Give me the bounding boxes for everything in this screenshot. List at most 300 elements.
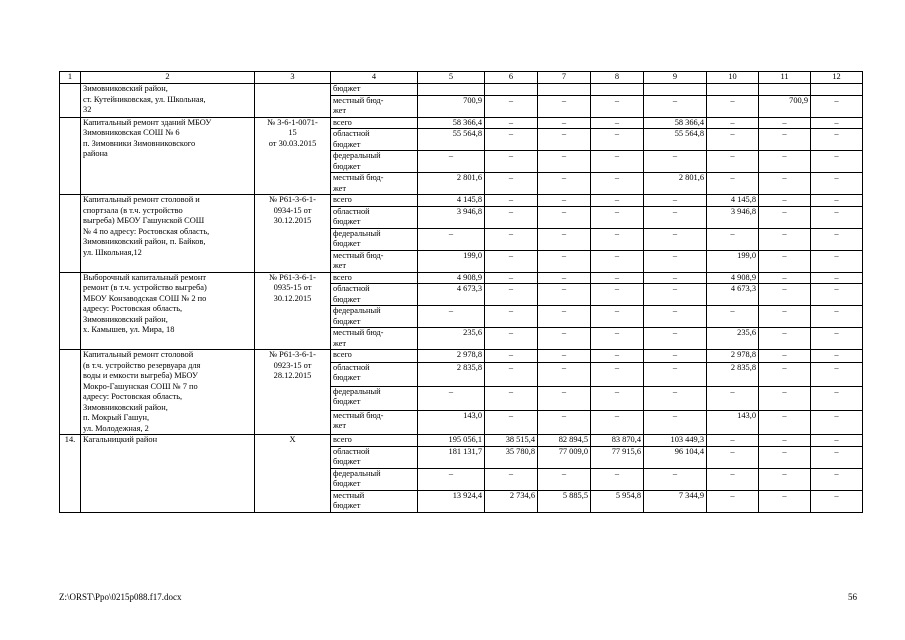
amount-cell: 83 870,4	[591, 435, 644, 447]
funding-source	[331, 84, 418, 96]
funding-source	[331, 272, 418, 284]
header-cell: 3	[255, 72, 331, 84]
text-line: Зимовниковский район, п. Байков,	[83, 237, 206, 246]
row-number	[60, 195, 81, 273]
text-line: № Р61-3-6-1-	[269, 272, 316, 282]
text-line: 15	[288, 128, 297, 137]
amount-cell: –	[538, 151, 591, 173]
text-line: бюджет	[333, 316, 361, 326]
amount-cell: –	[811, 386, 863, 410]
funding-source	[331, 435, 418, 447]
text-line: ст. Кутейниковская, ул. Школьная,	[83, 94, 206, 104]
text-line: от 30.03.2015	[268, 138, 317, 148]
amount-cell: 7 344,9	[644, 490, 707, 512]
amount-cell: –	[811, 272, 863, 284]
amount-cell: –	[644, 228, 707, 250]
amount-cell: 700,9	[418, 95, 485, 117]
amount-cell: –	[538, 173, 591, 195]
text-line: областной	[333, 284, 370, 293]
amount-cell: –	[759, 306, 811, 328]
amount-cell: –	[644, 151, 707, 173]
amount-cell: –	[811, 306, 863, 328]
amount-cell: 13 924,4	[418, 490, 485, 512]
amount-cell: –	[591, 117, 644, 129]
amount-cell: 58 366,4	[418, 117, 485, 129]
text-line: федеральный	[333, 228, 381, 238]
funding-source	[331, 129, 418, 151]
amount-cell: –	[538, 468, 591, 490]
amount-cell: –	[485, 410, 538, 434]
amount-cell: –	[707, 386, 759, 410]
amount-cell: –	[707, 117, 759, 129]
amount-cell: –	[811, 490, 863, 512]
amount-cell: 4 908,9	[707, 272, 759, 284]
amount-cell: 2 835,8	[418, 362, 485, 386]
amount-cell: –	[644, 250, 707, 272]
text-line: бюджет	[333, 501, 361, 510]
header-cell: 12	[811, 72, 863, 84]
amount-cell: 82 894,5	[538, 435, 591, 447]
amount-cell: –	[644, 306, 707, 328]
amount-cell: 2 978,8	[418, 350, 485, 363]
amount-cell: –	[644, 284, 707, 306]
amount-cell: –	[485, 151, 538, 173]
amount-cell: 103 449,3	[644, 435, 707, 447]
amount-cell: –	[418, 151, 485, 173]
amount-cell: –	[759, 362, 811, 386]
amount-cell: 5 954,8	[591, 490, 644, 512]
amount-cell: 199,0	[418, 250, 485, 272]
amount-cell: –	[485, 468, 538, 490]
text-line: Капитальный ремонт столовой	[83, 350, 194, 359]
text-line: бюджет	[333, 139, 361, 149]
funding-source	[331, 362, 418, 386]
text-line: местный бюд-	[333, 95, 384, 105]
amount-cell: –	[591, 151, 644, 173]
object-description	[81, 117, 255, 195]
amount-cell: –	[485, 386, 538, 410]
table-row	[60, 435, 863, 447]
amount-cell: –	[538, 117, 591, 129]
amount-cell: –	[759, 284, 811, 306]
funding-source	[331, 490, 418, 512]
amount-cell: –	[591, 206, 644, 228]
object-description	[81, 435, 255, 513]
text-line: Капитальный ремонт столовой и	[83, 195, 200, 204]
text-line: Мокро-Гашунская СОШ № 7 по	[83, 381, 198, 391]
amount-cell: –	[811, 250, 863, 272]
amount-cell: –	[707, 228, 759, 250]
text-line: ул. Школьная,12	[83, 247, 142, 257]
row-number: 14.	[60, 435, 81, 513]
text-line: 30.12.2015	[273, 216, 312, 225]
amount-cell: –	[591, 250, 644, 272]
text-line: 0934-15 от	[273, 205, 312, 215]
amount-cell: –	[485, 350, 538, 363]
amount-cell: –	[707, 306, 759, 328]
amount-cell: –	[485, 206, 538, 228]
amount-cell: –	[591, 95, 644, 117]
header-cell: 8	[591, 72, 644, 84]
text-line: бюджет	[333, 239, 361, 248]
amount-cell: –	[538, 350, 591, 363]
table-row	[60, 350, 863, 363]
amount-cell	[707, 84, 759, 96]
table-row	[60, 117, 863, 129]
text-line: бюджет	[333, 84, 361, 93]
table-row	[60, 84, 863, 96]
amount-cell: 2 734,6	[485, 490, 538, 512]
text-line: Выборочный капитальный ремонт	[83, 272, 206, 282]
amount-cell: –	[591, 195, 644, 207]
amount-cell: –	[644, 386, 707, 410]
header-cell: 7	[538, 72, 591, 84]
amount-cell: 3 946,8	[707, 206, 759, 228]
amount-cell: –	[591, 284, 644, 306]
amount-cell: –	[707, 490, 759, 512]
amount-cell: –	[591, 306, 644, 328]
funding-source	[331, 151, 418, 173]
amount-cell: –	[591, 328, 644, 350]
amount-cell: –	[485, 306, 538, 328]
amount-cell: 235,6	[418, 328, 485, 350]
text-line: Зимовниковский район,	[83, 402, 168, 412]
amount-cell: –	[811, 435, 863, 447]
amount-cell: –	[707, 468, 759, 490]
amount-cell: 4 908,9	[418, 272, 485, 284]
funding-source	[331, 328, 418, 350]
amount-cell: 4 145,8	[707, 195, 759, 207]
text-line: всего	[333, 435, 352, 444]
amount-cell: –	[591, 410, 644, 434]
text-line: Кагальницкий район	[83, 435, 158, 444]
funding-source	[331, 250, 418, 272]
amount-cell: –	[485, 117, 538, 129]
amount-cell: –	[707, 151, 759, 173]
header-cell: 1	[60, 72, 81, 84]
amount-cell: –	[707, 173, 759, 195]
text-line: федеральный	[333, 386, 381, 396]
amount-cell: 2 801,6	[644, 173, 707, 195]
text-line: района	[83, 149, 108, 158]
amount-cell	[759, 84, 811, 96]
amount-cell: 58 366,4	[644, 117, 707, 129]
amount-cell: –	[759, 173, 811, 195]
amount-cell: 199,0	[707, 250, 759, 272]
row-number	[60, 117, 81, 195]
header-row	[60, 72, 863, 84]
amount-cell: –	[538, 206, 591, 228]
table-row	[60, 272, 863, 284]
text-line: Зимовниковский район,	[83, 314, 168, 324]
amount-cell: –	[759, 350, 811, 363]
text-line: федеральный	[333, 306, 381, 315]
amount-cell: 5 885,5	[538, 490, 591, 512]
row-number	[60, 84, 81, 118]
amount-cell	[485, 84, 538, 96]
text-line: х. Камышев, ул. Мира, 18	[83, 325, 175, 334]
document-reference	[255, 435, 331, 513]
amount-cell: –	[759, 151, 811, 173]
amount-cell: –	[591, 362, 644, 386]
amount-cell: –	[538, 95, 591, 117]
amount-cell: –	[759, 435, 811, 447]
amount-cell: –	[811, 151, 863, 173]
text-line: Зимовниковская СОШ № 6	[83, 128, 180, 137]
text-line: МБОУ Конзаводская СОШ № 2 по	[83, 293, 207, 303]
text-line: ул. Молодежная, 2	[83, 423, 149, 433]
text-line: местный бюд-	[333, 328, 384, 337]
text-line: 0935-15 от	[273, 283, 312, 292]
amount-cell: 4 673,3	[707, 284, 759, 306]
amount-cell: –	[538, 272, 591, 284]
footer-file-path: Z:\ORST\Ppo\0215p088.f17.docx	[59, 592, 182, 602]
text-line: жет	[333, 338, 347, 348]
amount-cell: –	[759, 410, 811, 434]
text-line: федеральный	[333, 468, 381, 478]
amount-cell: –	[538, 250, 591, 272]
text-line: п. Мокрый Гашун,	[83, 413, 150, 422]
amount-cell: –	[759, 206, 811, 228]
amount-cell: 143,0	[418, 410, 485, 434]
text-line: федеральный	[333, 151, 381, 160]
amount-cell: 235,6	[707, 328, 759, 350]
amount-cell: –	[759, 328, 811, 350]
header-cell: 5	[418, 72, 485, 84]
amount-cell: –	[759, 272, 811, 284]
text-line: бюджет	[333, 397, 361, 407]
amount-cell	[591, 84, 644, 96]
amount-cell: 2 835,8	[707, 362, 759, 386]
amount-cell: –	[811, 228, 863, 250]
funding-source	[331, 206, 418, 228]
text-line: выгреба) МБОУ Гашунской СОШ	[83, 216, 205, 225]
header-cell: 2	[81, 72, 255, 84]
amount-cell: –	[811, 129, 863, 151]
amount-cell: –	[759, 195, 811, 207]
funding-source	[331, 410, 418, 434]
amount-cell: –	[485, 95, 538, 117]
page-number: 56	[848, 592, 857, 602]
funding-source	[331, 350, 418, 363]
amount-cell: 3 946,8	[418, 206, 485, 228]
amount-cell: –	[759, 490, 811, 512]
amount-cell: –	[811, 195, 863, 207]
amount-cell: –	[591, 129, 644, 151]
text-line: местный бюд-	[333, 173, 384, 182]
amount-cell: –	[759, 228, 811, 250]
amount-cell: 4 145,8	[418, 195, 485, 207]
amount-cell: –	[485, 173, 538, 195]
amount-cell: 181 131,7	[418, 446, 485, 468]
amount-cell: –	[811, 362, 863, 386]
text-line: Капитальный ремонт зданий МБОУ	[83, 117, 212, 127]
table-row	[60, 195, 863, 207]
amount-cell: –	[591, 228, 644, 250]
text-line: жет	[333, 183, 347, 193]
text-line: всего	[333, 350, 352, 359]
text-line: всего	[333, 117, 352, 127]
text-line: ремонт (в т.ч. устройство выгреба)	[83, 283, 207, 292]
amount-cell: –	[759, 250, 811, 272]
amount-cell: –	[485, 328, 538, 350]
amount-cell: 35 780,8	[485, 446, 538, 468]
amount-cell: –	[811, 350, 863, 363]
text-line: 32	[83, 105, 92, 114]
amount-cell: –	[644, 362, 707, 386]
amount-cell: –	[538, 195, 591, 207]
amount-cell: –	[644, 195, 707, 207]
funding-source	[331, 173, 418, 195]
amount-cell: 2 801,6	[418, 173, 485, 195]
funding-source	[331, 117, 418, 129]
amount-cell: 143,0	[707, 410, 759, 434]
document-reference	[255, 272, 331, 350]
text-line: п. Зимовники Зимовниковского	[83, 138, 196, 148]
budget-table	[59, 71, 863, 513]
text-line: жет	[333, 106, 347, 115]
amount-cell: –	[811, 328, 863, 350]
amount-cell: –	[759, 129, 811, 151]
document-reference	[255, 350, 331, 435]
amount-cell: –	[644, 350, 707, 363]
amount-cell: –	[538, 129, 591, 151]
text-line: № 4 по адресу: Ростовская область,	[83, 226, 210, 236]
text-line: местный бюд-	[333, 250, 384, 260]
object-description	[81, 350, 255, 435]
amount-cell: 55 564,8	[644, 129, 707, 151]
amount-cell: –	[485, 129, 538, 151]
text-line: адресу: Ростовская область,	[83, 304, 183, 313]
amount-cell: 55 564,8	[418, 129, 485, 151]
amount-cell: –	[591, 173, 644, 195]
amount-cell: –	[811, 446, 863, 468]
text-line: 28.12.2015	[273, 371, 312, 380]
funding-source	[331, 284, 418, 306]
amount-cell: –	[591, 386, 644, 410]
amount-cell: –	[538, 362, 591, 386]
text-line: 0923-15 от	[273, 360, 312, 370]
amount-cell: –	[485, 284, 538, 306]
amount-cell: –	[759, 117, 811, 129]
amount-cell: 77 009,0	[538, 446, 591, 468]
amount-cell: –	[707, 435, 759, 447]
amount-cell: –	[811, 117, 863, 129]
text-line: бюджет	[333, 479, 361, 488]
amount-cell: –	[591, 468, 644, 490]
text-line: № Р61-3-6-1-	[269, 195, 316, 204]
amount-cell: 38 515,4	[485, 435, 538, 447]
text-line: бюджет	[333, 457, 361, 466]
amount-cell: –	[485, 250, 538, 272]
object-description	[81, 84, 255, 118]
amount-cell: –	[538, 284, 591, 306]
amount-cell: 700,9	[759, 95, 811, 117]
amount-cell: 4 673,3	[418, 284, 485, 306]
text-line: всего	[333, 272, 352, 282]
text-line: Х	[289, 435, 296, 444]
header-cell: 9	[644, 72, 707, 84]
text-line: № Р61-3-6-1-	[269, 350, 316, 359]
text-line: бюджет	[333, 373, 361, 383]
text-line: бюджет	[333, 294, 361, 304]
amount-cell: –	[485, 195, 538, 207]
amount-cell: –	[644, 328, 707, 350]
amount-cell: –	[591, 350, 644, 363]
amount-cell: –	[759, 386, 811, 410]
amount-cell	[538, 84, 591, 96]
row-number	[60, 350, 81, 435]
amount-cell: –	[418, 468, 485, 490]
amount-cell: –	[707, 129, 759, 151]
funding-source	[331, 95, 418, 117]
amount-cell: –	[538, 306, 591, 328]
amount-cell: 96 104,4	[644, 446, 707, 468]
text-line: всего	[333, 195, 352, 204]
amount-cell: –	[811, 410, 863, 434]
amount-cell: –	[644, 410, 707, 434]
document-reference	[255, 117, 331, 195]
text-line: областной	[333, 362, 370, 372]
text-line: бюджет	[333, 217, 361, 226]
header-cell: 4	[331, 72, 418, 84]
amount-cell: –	[644, 206, 707, 228]
funding-source	[331, 195, 418, 207]
text-line: 30.12.2015	[273, 293, 312, 303]
funding-source	[331, 306, 418, 328]
text-line: спортзала (в т.ч. устройство	[83, 205, 183, 215]
text-line: областной	[333, 206, 370, 216]
text-line: областной	[333, 129, 370, 138]
text-line: областной	[333, 446, 370, 456]
amount-cell: –	[591, 272, 644, 284]
amount-cell: –	[418, 306, 485, 328]
amount-cell: –	[485, 228, 538, 250]
amount-cell: –	[644, 95, 707, 117]
row-number	[60, 272, 81, 350]
amount-cell	[811, 84, 863, 96]
text-line: местный	[333, 490, 365, 500]
amount-cell: 2 978,8	[707, 350, 759, 363]
header-cell: 6	[485, 72, 538, 84]
amount-cell: –	[538, 410, 591, 434]
amount-cell: –	[644, 468, 707, 490]
amount-cell: –	[707, 95, 759, 117]
amount-cell: 195 056,1	[418, 435, 485, 447]
amount-cell: –	[485, 362, 538, 386]
amount-cell: –	[485, 272, 538, 284]
amount-cell: –	[644, 272, 707, 284]
amount-cell: –	[811, 95, 863, 117]
object-description	[81, 272, 255, 350]
funding-source	[331, 446, 418, 468]
amount-cell: –	[811, 284, 863, 306]
text-line: № 3-6-1-0071-	[267, 117, 318, 127]
text-line: бюджет	[333, 161, 361, 171]
text-line: воды и емкости выгреба) МБОУ	[83, 371, 198, 380]
amount-cell: –	[538, 386, 591, 410]
amount-cell: –	[538, 228, 591, 250]
text-line: жет	[333, 421, 347, 431]
amount-cell: –	[418, 386, 485, 410]
amount-cell: 77 915,6	[591, 446, 644, 468]
header-cell: 11	[759, 72, 811, 84]
amount-cell: –	[811, 468, 863, 490]
amount-cell: –	[811, 206, 863, 228]
amount-cell	[418, 84, 485, 96]
amount-cell: –	[811, 173, 863, 195]
amount-cell	[644, 84, 707, 96]
